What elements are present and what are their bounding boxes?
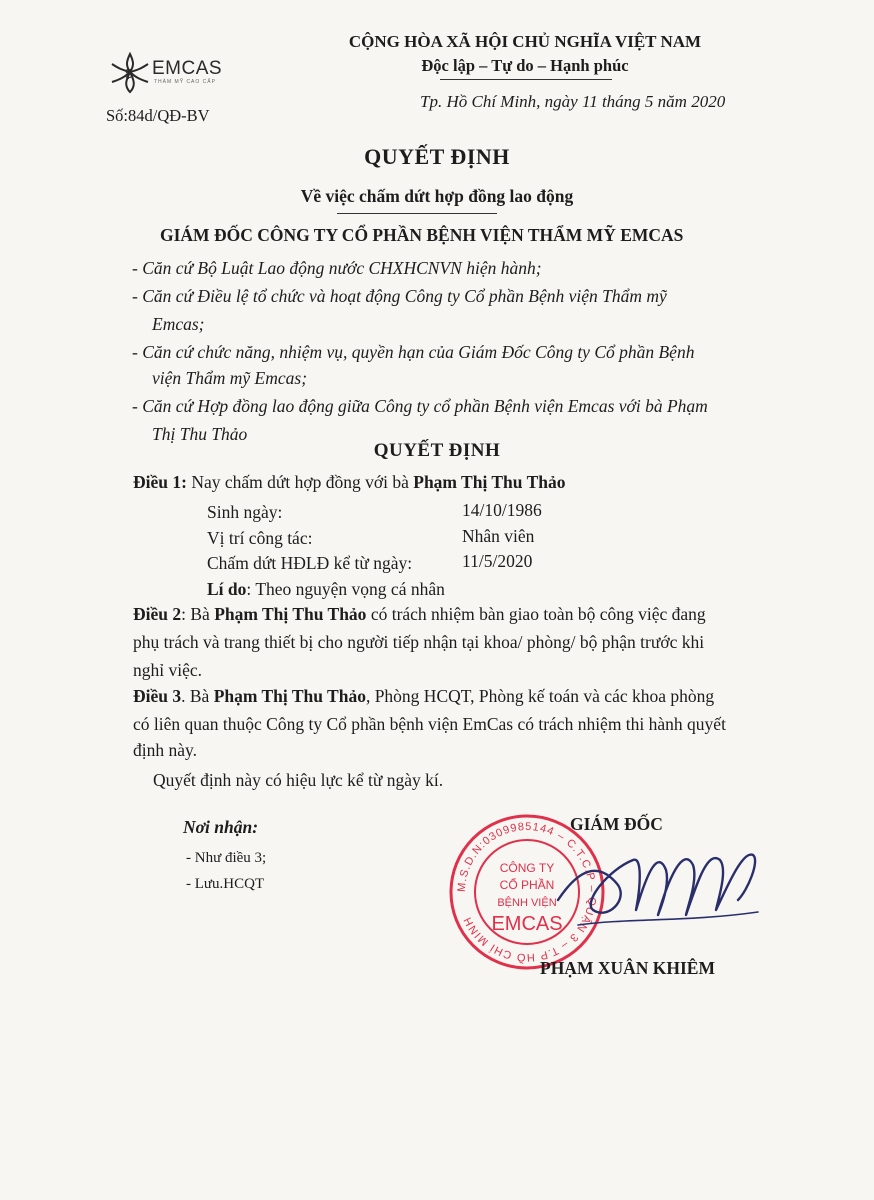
svg-text:$: $ [125,66,133,81]
issuing-authority: GIÁM ĐỐC CÔNG TY CỔ PHẦN BỆNH VIỆN THẨM MỸ EMCAS [160,225,684,245]
article-3-label: Điều 3 [133,686,182,706]
article-1-label: Điều 1: [133,472,187,492]
document-subject: Về việc chấm dứt hợp đồng lao động [300,186,574,206]
basis-line: Emcas; [152,314,205,334]
article-1 [133,472,566,493]
svg-text:CỔ PHẦN: CỔ PHẦN [499,878,555,892]
basis-line: - Căn cứ Điều lệ tổ chức và hoạt động Công ty Cổ phần Bệnh viện Thẩm mỹ [132,286,667,306]
svg-text:EMCAS: EMCAS [491,913,563,935]
svg-text:BỆNH VIỆN: BỆNH VIỆN [497,897,557,909]
basis-line: - Căn cứ Bộ Luật Lao động nước CHXHCNVN hiện hành; [132,258,542,278]
article-1-text: Nay chấm dứt hợp đồng với bà [186,472,414,492]
svg-text:M.S.D.N:0309985144 – C.T.C.P –: M.S.D.N:0309985144 – C.T.C.P – QUẬN 3 – T.P HỒ CHÍ MINH [455,820,599,964]
basis-line: viện Thẩm mỹ Emcas; [152,368,308,388]
recipient-item: - Như điều 3; [186,850,267,866]
svg-text:CÔNG TY: CÔNG TY [499,861,555,875]
article-3-line: có liên quan thuộc Công ty Cổ phần bệnh viện EmCas có trách nhiệm thi hành quyết [133,714,726,734]
basis-line: Thị Thu Thảo [152,424,248,444]
document-title: QUYẾT ĐỊNH [364,144,510,169]
employee-name: Phạm Thị Thu Thảo [413,472,566,492]
position-label: Vị trí công tác: [207,528,313,548]
recipient-item: - Lưu.HCQT [186,876,265,892]
handwritten-signature-icon [548,830,768,940]
logo-subtext: THẨM MỸ CAO CẤP [154,79,216,85]
article-3-text: . Bà [181,686,214,706]
subject-underline [337,213,497,214]
national-title: CỘNG HÒA XÃ HỘI CHỦ NGHĨA VIỆT NAM [348,32,702,51]
basis-line: - Căn cứ chức năng, nhiệm vụ, quyền hạn của Giám Đốc Công ty Cổ phần Bệnh [132,342,695,362]
termination-date-value: 11/5/2020 [462,551,533,571]
effective-clause: Quyết định này có hiệu lực kể từ ngày kí. [153,770,444,790]
article-3 [133,686,714,707]
document-number: Số:84d/QĐ-BV [106,106,210,125]
article-2-line: nghỉ việc. [133,660,203,680]
employee-name: Phạm Thị Thu Thảo [213,686,366,706]
signatory-title: GIÁM ĐỐC [570,814,663,834]
logo-text: EMCAS [152,58,223,79]
decision-heading: QUYẾT ĐỊNH [373,440,501,461]
reason-text: : Theo nguyện vọng cá nhân [246,579,445,599]
article-2-text: : Bà [181,604,215,624]
article-2-text: có trách nhiệm bàn giao toàn bộ công việc đang [366,604,706,624]
article-2-label: Điều 2 [133,604,182,624]
signatory-name: PHẠM XUÂN KHIÊM [540,958,715,978]
dob-label: Sinh ngày: [207,502,283,522]
national-motto: Độc lập – Tự do – Hạnh phúc [421,56,629,75]
company-logo [108,48,238,96]
employee-name: Phạm Thị Thu Thảo [214,604,367,624]
termination-date-label: Chấm dứt HĐLĐ kể từ ngày: [207,553,413,573]
article-2-line: phụ trách và trang thiết bị cho người tiếp nhận tại khoa/ phòng/ bộ phận trước khi [133,632,705,652]
article-3-text: , Phòng HCQT, Phòng kế toán và các khoa phòng [365,686,715,706]
basis-line: - Căn cứ Hợp đồng lao động giữa Công ty cổ phần Bệnh viện Emcas với bà Phạm [132,396,708,416]
motto-underline [440,79,612,80]
reason-label: Lí do [207,579,247,599]
dob-value: 14/10/1986 [462,500,542,520]
recipients-title: Nơi nhận: [183,817,259,837]
emcas-flower-icon [108,48,152,96]
article-3-line: định này. [133,740,197,760]
reason [207,579,445,600]
place-date: Tp. Hồ Chí Minh, ngày 11 tháng 5 năm 2020 [420,92,726,111]
signature [548,830,768,940]
position-value: Nhân viên [462,526,535,546]
article-2 [133,604,706,625]
